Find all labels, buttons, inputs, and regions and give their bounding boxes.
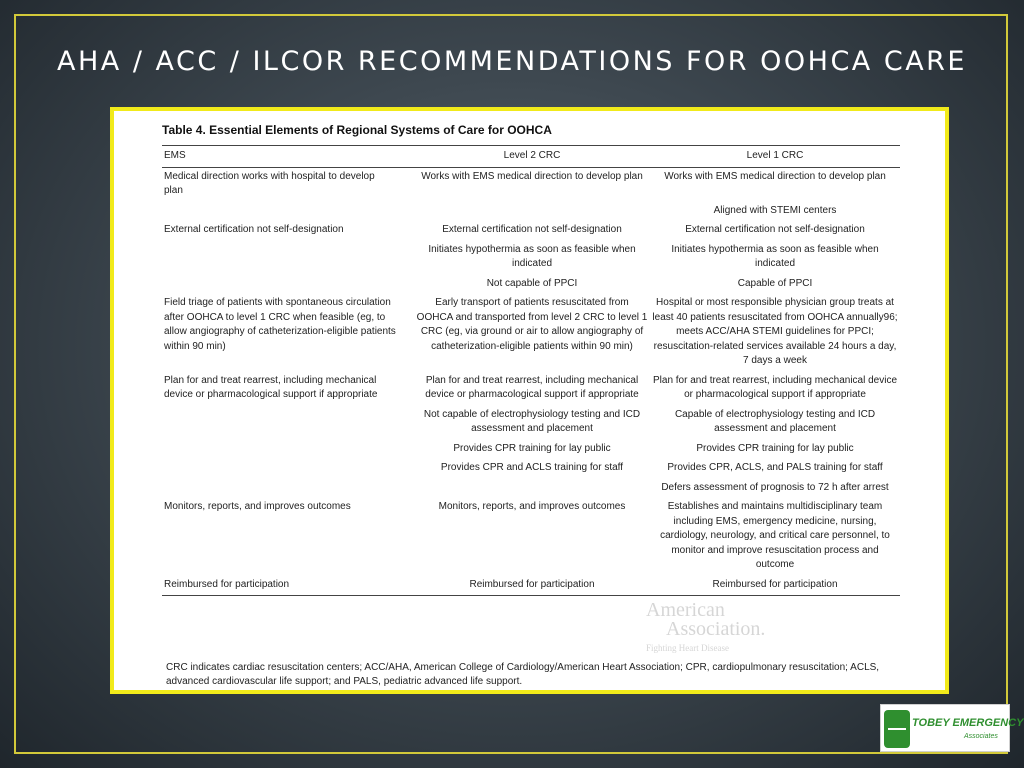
table-row xyxy=(162,372,900,406)
watermark-line-3: Fighting Heart Disease xyxy=(646,643,729,653)
heartbeat-icon xyxy=(884,710,910,748)
ems-cell xyxy=(162,241,414,275)
ems-cell: Plan for and treat rearrest, including mechanical device or pharmacological support if appropriate xyxy=(164,374,378,400)
table-row xyxy=(162,221,900,241)
level-1-cell: Provides CPR, ACLS, and PALS training for staff xyxy=(667,462,883,473)
level-2-cell: Monitors, reports, and improves outcomes xyxy=(438,501,626,512)
level-2-cell: Provides CPR and ACLS training for staff xyxy=(440,462,624,473)
logo-name: TOBEY EMERGENCY xyxy=(912,717,1024,729)
ems-cell xyxy=(162,459,414,479)
level-1-cell: Capable of PPCI xyxy=(737,277,813,289)
ems-cell: External certification not self-designation xyxy=(164,224,344,235)
table-row xyxy=(162,167,900,202)
level-1-cell: Capable of electrophysiology testing and ICD assessment and placement xyxy=(674,408,876,434)
ems-cell: Reimbursed for participation xyxy=(162,576,414,596)
table-row xyxy=(162,241,900,275)
level-2-cell: Plan for and treat rearrest, including mechanical device or pharmacological support if appropriate xyxy=(425,374,639,400)
ems-cell: Monitors, reports, and improves outcomes xyxy=(164,501,351,512)
ems-cell xyxy=(162,479,414,499)
logo-sub: Associates xyxy=(964,733,998,740)
level-1-cell: Initiates hypothermia as soon as feasible when indicated xyxy=(671,243,879,269)
level-2-cell: Reimbursed for participation xyxy=(414,576,650,596)
level-1-cell: Defers assessment of prognosis to 72 h after arrest xyxy=(661,481,889,493)
table-row xyxy=(162,479,900,499)
level-2-cell: Initiates hypothermia as soon as feasible when indicated xyxy=(428,243,636,269)
level-2-cell: Not capable of electrophysiology testing and ICD assessment and placement xyxy=(423,408,641,434)
ems-cell xyxy=(162,440,414,460)
level-1-cell: External certification not self-designation xyxy=(685,224,865,235)
ems-cell xyxy=(162,275,414,295)
table-row xyxy=(162,576,900,596)
level-2-cell xyxy=(414,479,650,499)
header-ems: EMS xyxy=(162,146,414,168)
level-2-cell: Works with EMS medical direction to develop plan xyxy=(421,170,643,182)
level-1-cell: Aligned with STEMI centers xyxy=(713,204,837,216)
slide-title: AHA / ACC / ILCOR RECOMMENDATIONS FOR OOHCA CARE xyxy=(57,46,967,77)
ems-cell: Medical direction works with hospital to develop plan xyxy=(164,170,375,196)
watermark-line-1: American xyxy=(646,599,725,621)
ems-cell xyxy=(162,406,414,440)
ems-cell xyxy=(162,202,414,222)
table-row xyxy=(162,294,900,372)
table-row xyxy=(162,275,900,295)
table-row xyxy=(162,406,900,440)
table-footnote: CRC indicates cardiac resuscitation centers; ACC/AHA, American College of Cardiology/American Heart Association; CPR, cardiopulmonary resuscitation; ACLS, advanced cardiovascular life support; and PALS, pediatric advanced life support. xyxy=(166,662,880,687)
aha-watermark xyxy=(646,601,765,658)
table-header-row xyxy=(162,146,900,168)
level-1-cell: Works with EMS medical direction to develop plan xyxy=(664,170,886,182)
level-2-cell: Provides CPR training for lay public xyxy=(453,442,611,454)
table-row xyxy=(162,440,900,460)
table-image xyxy=(110,107,949,694)
systems-of-care-table xyxy=(162,145,900,596)
level-2-cell xyxy=(414,202,650,222)
level-1-cell: Plan for and treat rearrest, including mechanical device or pharmacological support if appropriate xyxy=(652,374,898,400)
level-1-cell: Reimbursed for participation xyxy=(650,576,900,596)
level-1-cell: Provides CPR training for lay public xyxy=(696,442,854,454)
table-body xyxy=(162,167,900,596)
tobey-emergency-logo xyxy=(880,704,1024,752)
header-level-1: Level 1 CRC xyxy=(650,146,900,168)
header-level-2: Level 2 CRC xyxy=(414,146,650,168)
level-2-cell: External certification not self-designation xyxy=(442,224,622,235)
table-row xyxy=(162,459,900,479)
level-2-cell: Early transport of patients resuscitated from OOHCA and transported from level 2 CRC to level 1 CRC (eg, via ground or air to allow angiography of catheterization-eligible patients within 90 min) xyxy=(416,297,648,352)
level-1-cell: Hospital or most responsible physician group treats at least 40 patients resuscitated from OOHCA annually96; meets ACC/AHA STEMI guidelines for PPCI; resuscitation-related services available 24 hours a day, 7 days a week xyxy=(652,297,898,366)
level-1-cell: Establishes and maintains multidisciplinary team including EMS, emergency medicine, nursing, cardiology, neurology, and critical care personnel, to monitor and improve resuscitation process and outcome xyxy=(660,501,890,570)
level-2-cell: Not capable of PPCI xyxy=(486,277,578,289)
ems-cell: Field triage of patients with spontaneous circulation after OOHCA to level 1 CRC when feasible (eg, to allow angiography of catheterization-eligible patients within 90 min) xyxy=(164,297,396,352)
watermark-line-2: Association. xyxy=(666,618,766,640)
table-row xyxy=(162,202,900,222)
table-row xyxy=(162,498,900,576)
table-caption: Table 4. Essential Elements of Regional Systems of Care for OOHCA xyxy=(162,123,552,137)
